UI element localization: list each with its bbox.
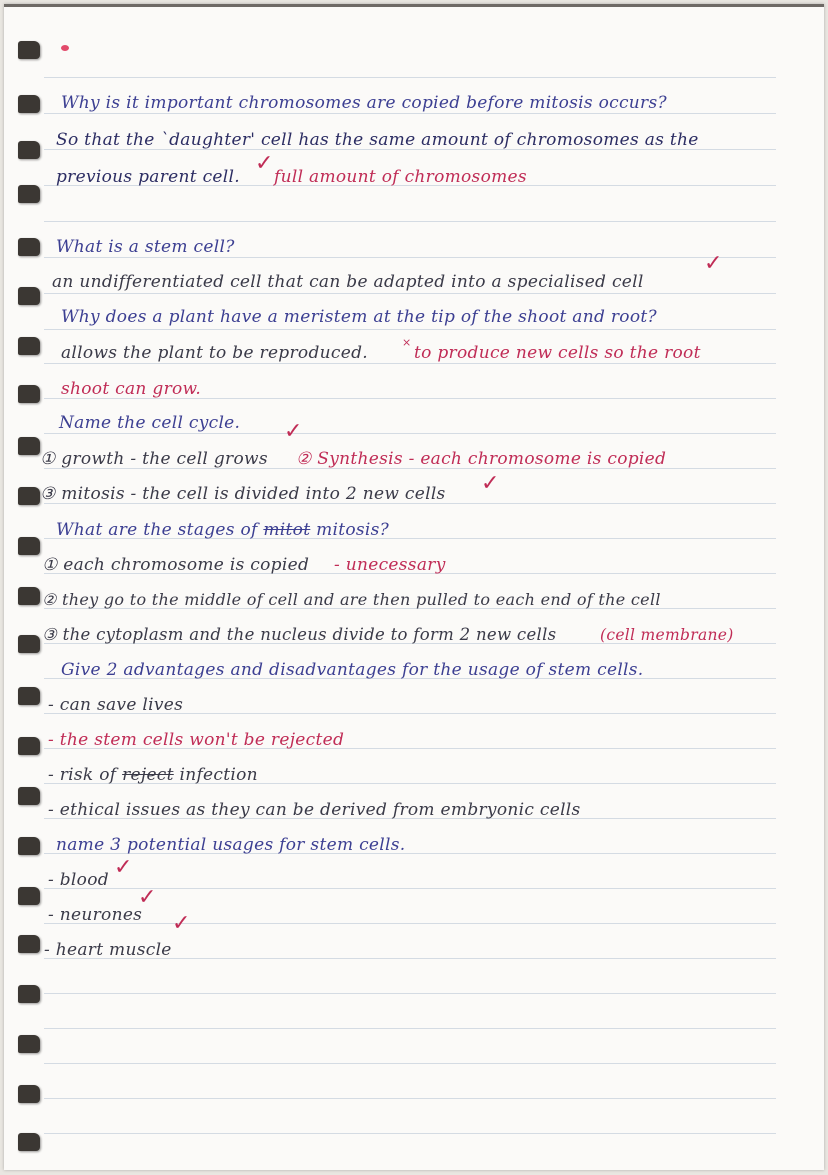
- binder-hole: [18, 935, 40, 953]
- answer-stage-2: ② they go to the middle of cell and are then pulled to each end of the cell: [42, 590, 661, 609]
- answer-undifferentiated: an undifferentiated cell that can be adapted into a specialised cell: [52, 272, 644, 292]
- ruled-line: [44, 993, 776, 994]
- question-chromosomes-copied: Why is it important chromosomes are copied before mitosis occurs?: [61, 93, 667, 113]
- answer-synthesis: ② Synthesis - each chromosome is copied: [296, 449, 667, 469]
- ruled-line: [44, 113, 776, 114]
- tick-mark: ✓: [481, 471, 500, 496]
- correction-cell-membrane: (cell membrane): [600, 626, 734, 644]
- answer-stage-3: ③ the cytoplasm and the nucleus divide to form 2 new cells: [42, 625, 557, 644]
- tick-mark: ✓: [172, 911, 191, 936]
- answer-save-lives: - can save lives: [48, 695, 184, 715]
- binder-hole: [18, 985, 40, 1003]
- answer-mitosis: ③ mitosis - the cell is divided into 2 new cells: [40, 484, 446, 504]
- ruled-line: [44, 329, 776, 330]
- question-stages-suffix: mitosis?: [316, 520, 390, 540]
- binder-hole: [18, 141, 40, 159]
- binder-hole: [18, 635, 40, 653]
- tick-mark: ✓: [138, 885, 157, 910]
- tick-mark: ✓: [255, 151, 274, 176]
- binder-hole: [18, 185, 40, 203]
- answer-risk-infection: [48, 765, 258, 785]
- binder-hole: [18, 337, 40, 355]
- answer-neurones: - neurones: [48, 905, 143, 925]
- ruled-line: [44, 363, 776, 364]
- risk-suffix: infection: [179, 765, 258, 785]
- ruled-line: [44, 77, 776, 78]
- correction-new-cells: to produce new cells so the root: [414, 343, 701, 363]
- ink-dot: [61, 45, 69, 51]
- binder-hole: [18, 737, 40, 755]
- answer-stage-1: ① each chromosome is copied: [42, 555, 310, 575]
- binder-hole: [18, 537, 40, 555]
- struck-word: mitot: [263, 520, 311, 540]
- answer-plant-reproduced: allows the plant to be reproduced.: [61, 343, 368, 363]
- answer-parent-cell: previous parent cell.: [56, 167, 240, 187]
- ruled-line: [44, 1028, 776, 1029]
- ruled-line: [44, 1063, 776, 1064]
- binder-hole: [18, 837, 40, 855]
- tick-mark: ✓: [114, 855, 133, 880]
- correction-shoot-grow: shoot can grow.: [61, 379, 202, 399]
- question-stem-cell: What is a stem cell?: [56, 237, 235, 257]
- question-potential-usages: name 3 potential usages for stem cells.: [56, 835, 406, 855]
- risk-prefix: - risk of: [48, 765, 117, 785]
- question-stages-prefix: What are the stages of: [56, 520, 258, 540]
- cross-mark: ×: [402, 336, 412, 349]
- binder-hole: [18, 1035, 40, 1053]
- notebook-page: [4, 4, 824, 1170]
- binder-hole: [18, 1133, 40, 1151]
- answer-heart-muscle: - heart muscle: [44, 940, 172, 960]
- question-stages-mitosis: [56, 520, 389, 540]
- ruled-line: [44, 257, 776, 258]
- binder-hole: [18, 41, 40, 59]
- answer-not-rejected: - the stem cells won't be rejected: [48, 730, 345, 750]
- question-advantages: Give 2 advantages and disadvantages for the usage of stem cells.: [61, 660, 644, 680]
- ruled-line: [44, 923, 776, 924]
- ruled-line: [44, 1098, 776, 1099]
- binder-hole: [18, 787, 40, 805]
- tick-mark: ✓: [704, 251, 723, 276]
- binder-hole: [18, 587, 40, 605]
- binder-hole: [18, 385, 40, 403]
- ruled-line: [44, 221, 776, 222]
- ruled-line: [44, 1133, 776, 1134]
- question-meristem: Why does a plant have a meristem at the tip of the shoot and root?: [61, 307, 657, 327]
- answer-growth: ① growth - the cell grows: [40, 449, 268, 469]
- binder-hole: [18, 887, 40, 905]
- correction-full-amount: full amount of chromosomes: [274, 167, 527, 187]
- binder-hole: [18, 287, 40, 305]
- struck-word: reject: [122, 765, 174, 785]
- binder-hole: [18, 687, 40, 705]
- binder-hole: [18, 437, 40, 455]
- ruled-line: [44, 293, 776, 294]
- binder-hole: [18, 487, 40, 505]
- binder-hole: [18, 238, 40, 256]
- correction-unnecessary: - unecessary: [334, 555, 446, 575]
- answer-daughter-cell: So that the `daughter' cell has the same amount of chromosomes as the: [56, 130, 699, 150]
- binder-hole: [18, 95, 40, 113]
- answer-blood: - blood: [48, 870, 109, 890]
- answer-ethical-issues: - ethical issues as they can be derived from embryonic cells: [48, 800, 581, 820]
- tick-mark: ✓: [284, 419, 303, 444]
- ruled-line: [44, 433, 776, 434]
- question-cell-cycle: Name the cell cycle.: [59, 413, 241, 433]
- binder-hole: [18, 1085, 40, 1103]
